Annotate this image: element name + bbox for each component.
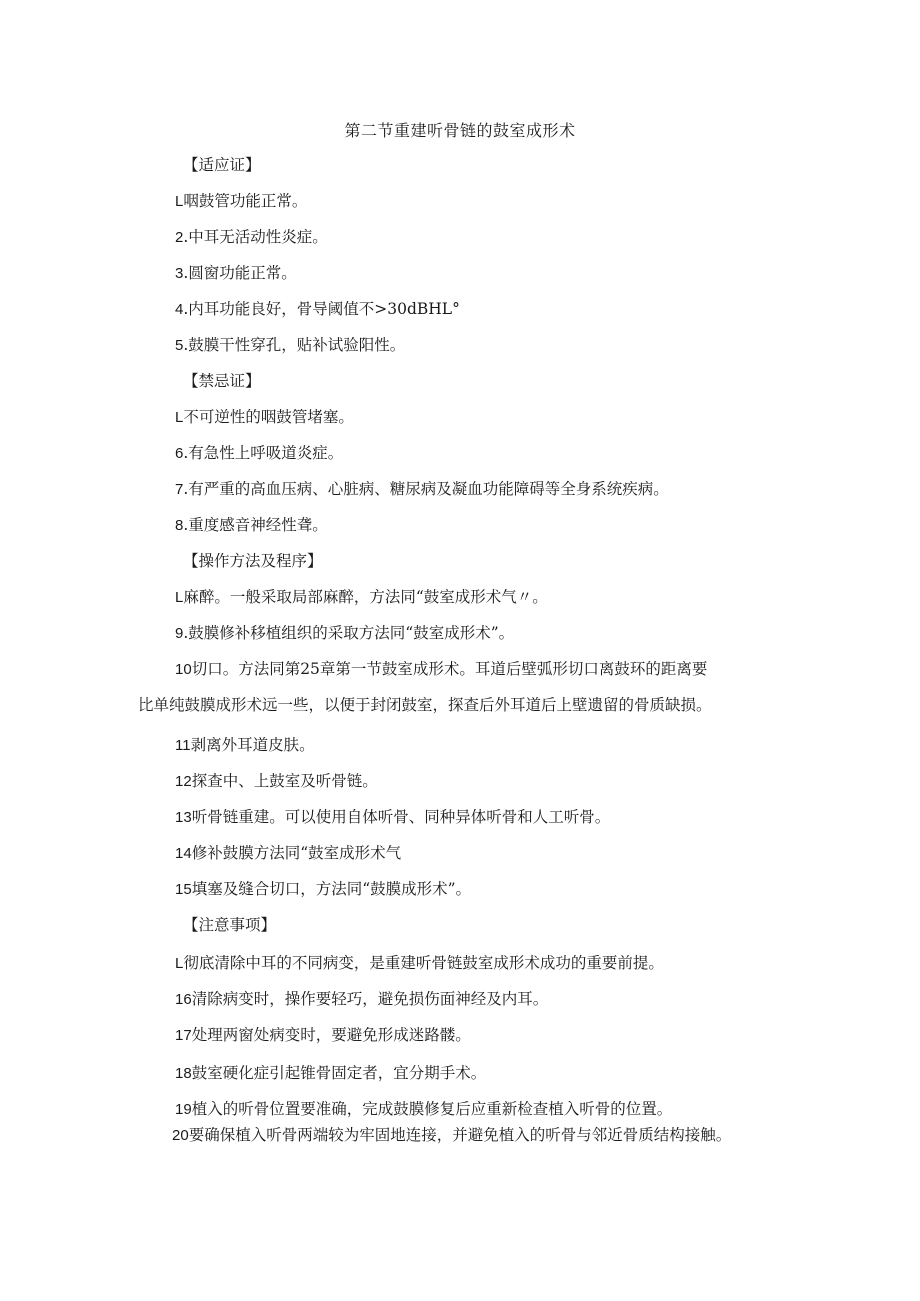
list-item (175, 1063, 486, 1084)
list-item (172, 1125, 731, 1146)
list-item (175, 191, 307, 212)
item-text: 彻底清除中耳的不同病变，是重建听骨链鼓室成形术成功的重要前提。 (183, 954, 664, 972)
list-item (175, 479, 669, 500)
item-text: .鼓膜修补移植组织的采取方法同“鼓室成形术”。 (183, 624, 515, 642)
item-number: 18 (175, 1065, 192, 1082)
item-number: 16 (175, 991, 192, 1008)
item-text: 清除病变时，操作要轻巧，避免损伤面神经及内耳。 (191, 990, 549, 1008)
notes-heading: 【注意事项】 (183, 916, 277, 934)
item-number: 5 (175, 337, 184, 354)
list-item (175, 807, 610, 828)
procedure-heading: 【操作方法及程序】 (183, 552, 323, 570)
list-item (175, 407, 354, 428)
item-number: 20 (172, 1127, 189, 1144)
item-number: 8 (175, 517, 184, 534)
item-text: 填塞及缝合切口，方法同“鼓膜成形术”。 (191, 880, 472, 898)
list-item-continuation (138, 695, 712, 715)
item-number: L (175, 589, 184, 606)
item-text: .中耳无活动性炎症。 (183, 228, 328, 246)
item-text: 剥离外耳道皮肤。 (190, 736, 315, 754)
item-number: 3 (175, 265, 184, 282)
list-item (175, 623, 514, 644)
item-text: 探查中、上鼓室及听骨链。 (191, 772, 378, 790)
list-item (175, 1099, 672, 1120)
item-number: 2 (175, 229, 184, 246)
list-item (175, 263, 297, 284)
item-number: 14 (175, 845, 192, 862)
item-text: .有严重的高血压病、心脏病、糖尿病及凝血功能障碍等全身系统疾病。 (183, 480, 669, 498)
list-item (175, 227, 328, 248)
item-number: 11 (175, 737, 191, 754)
list-item (175, 1025, 471, 1046)
item-text: 处理两窗处病变时，要避免形成迷路髅。 (191, 1026, 471, 1044)
item-text: .鼓膜干性穿孔，贴补试验阳性。 (183, 336, 406, 354)
item-number: 9 (175, 625, 184, 642)
item-text: .重度感音神经性聋。 (183, 516, 328, 534)
list-item (175, 299, 460, 320)
item-number: 12 (175, 773, 192, 790)
item-text: 植入的听骨位置要准确，完成鼓膜修复后应重新检查植入听骨的位置。 (191, 1100, 673, 1118)
indications-heading: 【适应证】 (183, 156, 261, 174)
item-number: 17 (175, 1027, 192, 1044)
item-text: 麻醉。一般采取局部麻醉，方法同“鼓室成形术气〃。 (183, 588, 548, 606)
item-number: 10 (175, 661, 192, 678)
item-number: 4 (175, 301, 184, 318)
item-text: .内耳功能良好，骨导阈值不>30dBHL° (183, 300, 460, 318)
item-number: 19 (175, 1101, 192, 1118)
item-number: L (175, 193, 184, 210)
list-item (175, 659, 707, 680)
list-item (175, 587, 548, 608)
item-text: 修补鼓膜方法同“鼓室成形术气 (191, 844, 402, 862)
list-item (175, 843, 401, 864)
item-number: 15 (175, 881, 192, 898)
item-text: 比单纯鼓膜成形术远一些，以便于封闭鼓室，探查后外耳道后上壁遗留的骨质缺损。 (138, 696, 712, 714)
item-text: .圆窗功能正常。 (183, 264, 297, 282)
item-number: 7 (175, 481, 184, 498)
list-item (175, 335, 405, 356)
list-item (175, 515, 328, 536)
page-title: 第二节重建听骨链的鼓室成形术 (344, 121, 576, 140)
item-number: 6 (175, 445, 184, 462)
item-number: L (175, 955, 184, 972)
list-item (175, 879, 471, 900)
item-text: .有急性上呼吸道炎症。 (183, 444, 344, 462)
item-number: 13 (175, 809, 192, 826)
list-item (175, 735, 315, 756)
item-text: 要确保植入听骨两端较为牢固地连接，并避免植入的听骨与邻近骨质结构接触。 (188, 1126, 732, 1144)
item-text: 咽鼓管功能正常。 (183, 192, 308, 210)
item-text: 切口。方法同第25章第一节鼓室成形术。耳道后壁弧形切口离鼓环的距离要 (191, 660, 708, 678)
item-text: 不可逆性的咽鼓管堵塞。 (183, 408, 354, 426)
item-text: 鼓室硬化症引起锥骨固定者，宜分期手术。 (191, 1064, 487, 1082)
item-number: L (175, 409, 184, 426)
list-item (175, 953, 664, 974)
list-item (175, 443, 343, 464)
item-text: 听骨链重建。可以使用自体听骨、同种异体听骨和人工听骨。 (191, 808, 611, 826)
contraindications-heading: 【禁忌证】 (183, 372, 261, 390)
list-item (175, 771, 378, 792)
list-item (175, 989, 548, 1010)
